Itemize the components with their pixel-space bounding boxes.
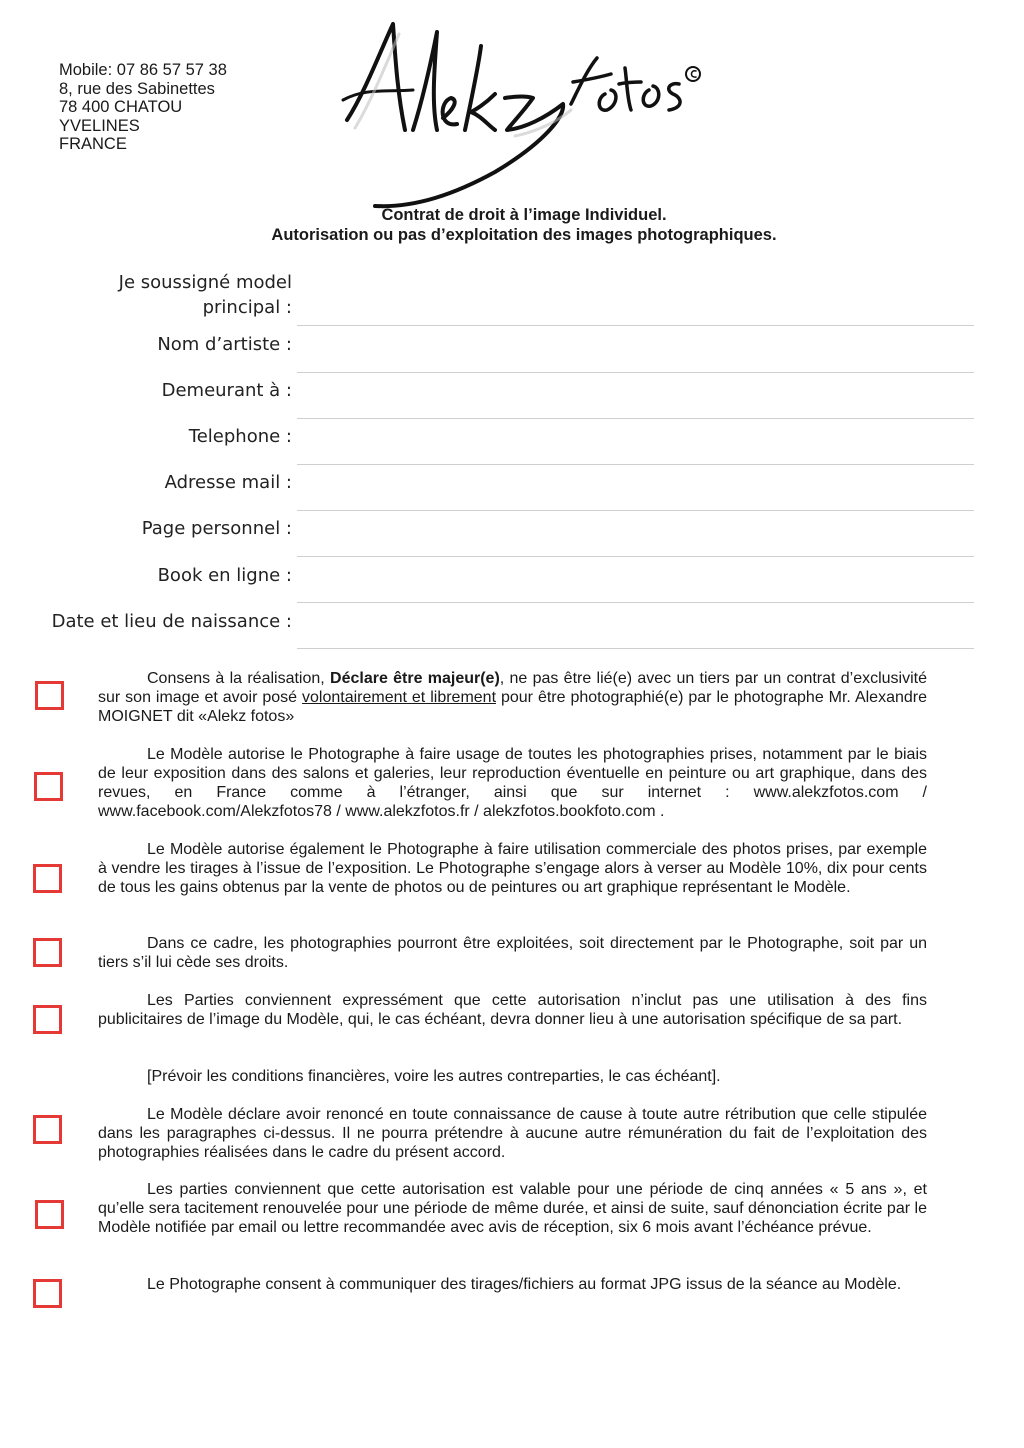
paragraph-text: , ne pas être lié(e) avec un tiers par un contrat d’exclusivité sur son image et avoir posé [98, 670, 927, 706]
email-label: Adresse mail : [164, 472, 292, 493]
consent-checkbox-8[interactable] [33, 1279, 62, 1308]
address-input-line[interactable] [297, 418, 974, 419]
contract-subtitle: Autorisation ou pas d’exploitation des images photographiques. [271, 226, 777, 244]
paragraph-text: Consens à la réalisation, [147, 670, 331, 687]
underlined-freely-text: volontairement et librement [302, 689, 497, 706]
birth-date-place-label: Date et lieu de naissance : [51, 611, 292, 632]
consent-checkbox-7[interactable] [35, 1200, 64, 1229]
paragraph-validity-period: Les parties conviennent que cette autorisation est valable pour une période de cinq années « 5 ans », et qu’elle sera tacitement renouvelée pour une période de même durée, et ainsi de suite, sauf dénonciation écrite par le Modèle notifiée par email ou lettre recommandée avec avis de réception, six 6 mois avant l’échéance prévue. [98, 1181, 927, 1236]
personal-page-label: Page personnel : [141, 518, 292, 539]
consent-checkbox-1[interactable] [35, 681, 64, 710]
paragraph-jpg-delivery: Le Photographe consent à communiquer des tirages/fichiers au format JPG issus de la séance au Modèle. [147, 1276, 902, 1293]
paragraph-advertising-exclusion: Les Parties conviennent expressément que cette autorisation n’inclut pas une utilisation à des fins publicitaires de l’image du Modèle, qui, le cas échéant, devra donner lieu à une autorisation spécifique de sa part. [98, 992, 927, 1028]
artist-name-label: Nom d’artiste : [157, 334, 292, 355]
consent-checkbox-6[interactable] [33, 1115, 62, 1144]
bold-majority-text: Déclare être majeur(e) [330, 670, 500, 687]
paragraph-commercial-use: Le Modèle autorise également le Photographe à faire utilisation commerciale des photos prises, par exemple à vendre les tirages à l’issue de l’exposition. Le Photographe s’engage alors à verser au Modèle 10%, dix pour cents de tous les gains obtenus par la vente de photos ou de peintures ou art graphique représentant le Modèle. [98, 841, 927, 896]
birth-date-place-input-line[interactable] [297, 648, 974, 649]
consent-checkbox-3[interactable] [33, 864, 62, 893]
email-input-line[interactable] [297, 510, 974, 511]
phone-input-line[interactable] [297, 464, 974, 465]
paragraph-text: pour être photographié(e) par le photographe Mr. Alexandre MOIGNET dit «Alekz fotos» [98, 689, 927, 725]
country-line: FRANCE [59, 135, 127, 154]
artist-name-input-line[interactable] [297, 372, 974, 373]
consent-checkbox-2[interactable] [34, 772, 63, 801]
paragraph-exploitation: Dans ce cadre, les photographies pourront être exploitées, soit directement par le Photographe, soit par un tiers s’il lui cède ses droits. [98, 935, 927, 971]
online-book-input-line[interactable] [297, 602, 974, 603]
street-line: 8, rue des Sabinettes [59, 79, 215, 98]
paragraph-no-other-payment: Le Modèle déclare avoir renoncé en toute connaissance de cause à toute autre rétribution que celle stipulée dans les paragraphes ci-dessus. Il ne pourra prétendre à aucune autre rémunération du fait de l’exploitation des photographies réalisées dans le cadre du présent accord. [98, 1106, 927, 1161]
city-line: 78 400 CHATOU [59, 98, 183, 117]
contact-address [59, 61, 227, 154]
consent-checkbox-5[interactable] [33, 1005, 62, 1034]
paragraph-usage-rights: Le Modèle autorise le Photographe à faire usage de toutes les photographies prises, notamment par le biais de leur exposition dans des salons et galeries, leur reproduction éventuelle en peinture ou art graphique, dans des revues, en France comme à l’étranger, ainsi que sur internet : www.alekzfotos.com / www.facebook.com/Alekzfotos78 / www.alekzfotos.fr / alekzfotos.bookfoto.com . [98, 746, 927, 820]
personal-page-input-line[interactable] [297, 556, 974, 557]
online-book-label: Book en ligne : [157, 565, 292, 586]
alekz-fotos-signature-logo [335, 12, 715, 212]
paragraph-consent-majority [98, 669, 927, 726]
model-input-line[interactable] [297, 325, 974, 326]
model-label-line1: Je soussigné model [118, 272, 292, 293]
contract-title: Contrat de droit à l’image Individuel. [381, 206, 667, 224]
region-line: YVELINES [59, 116, 140, 135]
mobile-line: Mobile: 07 86 57 57 38 [59, 61, 227, 79]
consent-checkbox-4[interactable] [33, 938, 62, 967]
paragraph-financial-conditions: [Prévoir les conditions financières, voire les autres contreparties, le cas échéant]. [147, 1068, 721, 1085]
model-label-line2: principal : [202, 297, 292, 318]
address-label: Demeurant à : [161, 380, 292, 401]
phone-label: Telephone : [188, 426, 292, 447]
